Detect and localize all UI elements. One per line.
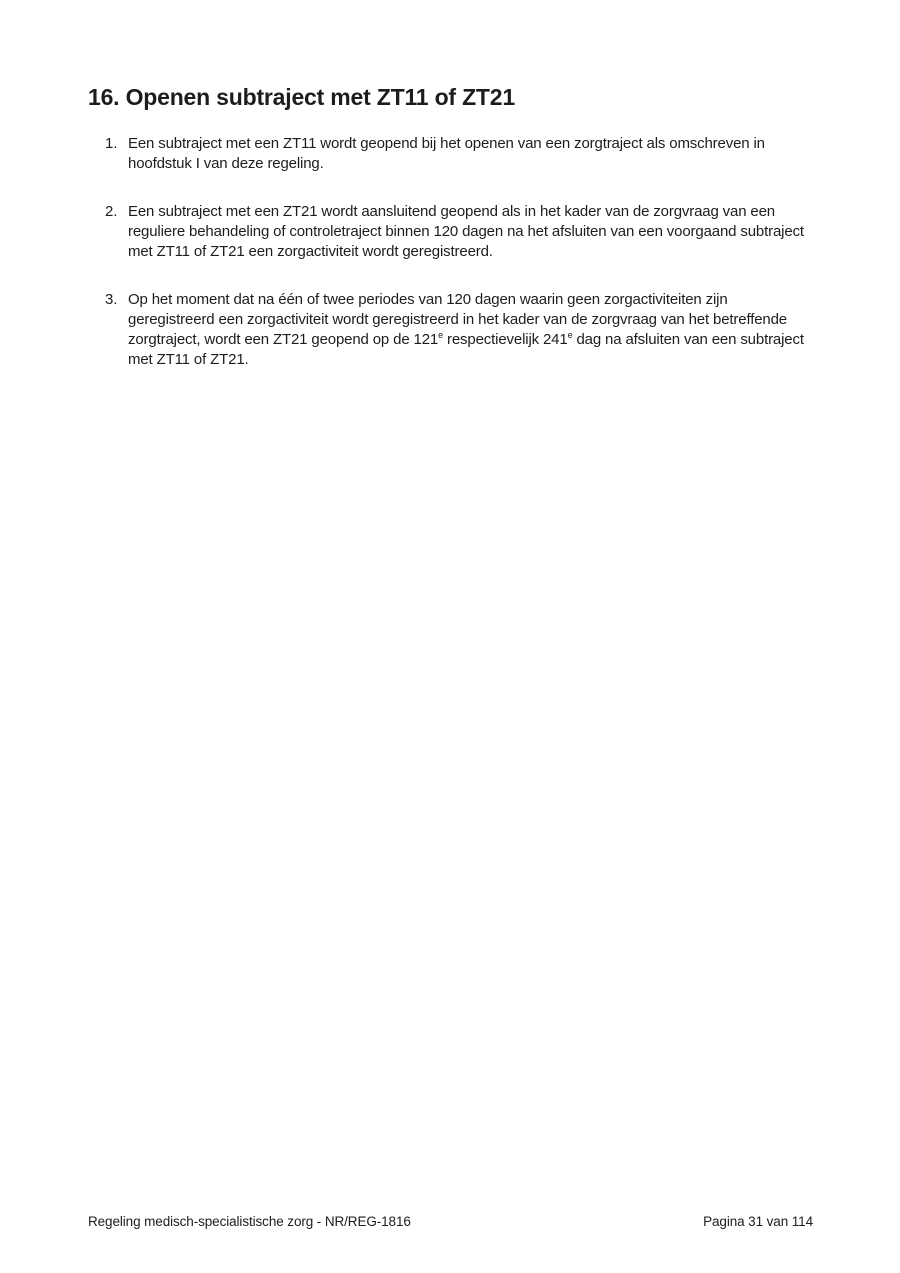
page-footer (88, 1213, 813, 1230)
list-item (105, 134, 811, 174)
list-item-text: Een subtraject met een ZT11 wordt geopend bij het openen van een zorgtraject als omschreven in hoofdstuk I van deze regeling. (128, 135, 765, 172)
list-item (105, 290, 811, 370)
footer-document-title: Regeling medisch-specialistische zorg - NR/REG-1816 (88, 1214, 411, 1229)
ordinal-superscript: e (567, 330, 573, 340)
list-item (105, 202, 811, 262)
list-item-text: Een subtraject met een ZT21 wordt aansluitend geopend als in het kader van de zorgvraag van een reguliere behandeling of controletraject binnen 120 dagen na het afsluiten van een voorgaand subtraject met ZT11 of ZT21 een zorgactiviteit wordt geregistreerd. (128, 203, 804, 260)
list-item-text-segment: respectievelijk 241 (443, 331, 568, 348)
list-item-number: 2. (105, 203, 118, 220)
footer-page-number: Pagina 31 van 114 (703, 1214, 813, 1229)
list-item-number: 3. (105, 291, 118, 308)
list-item-text-segment: Op het moment dat na één of twee periodes van 120 dagen waarin geen zorgactiviteiten zijn geregistreerd een zorgactiviteit wordt geregistreerd in het kader van de zorgvraag van het betreffende zorgtraject, wordt een ZT21 geopend op de 121 (128, 291, 787, 348)
section-heading: 16. Openen subtraject met ZT11 of ZT21 (88, 84, 515, 110)
numbered-list (105, 134, 811, 398)
list-item-number: 1. (105, 135, 118, 152)
list-item-text (128, 290, 811, 370)
ordinal-superscript: e (438, 330, 443, 340)
list-item-text-segment: dag na afsluiten van een subtraject met ZT11 of ZT21. (128, 331, 804, 368)
